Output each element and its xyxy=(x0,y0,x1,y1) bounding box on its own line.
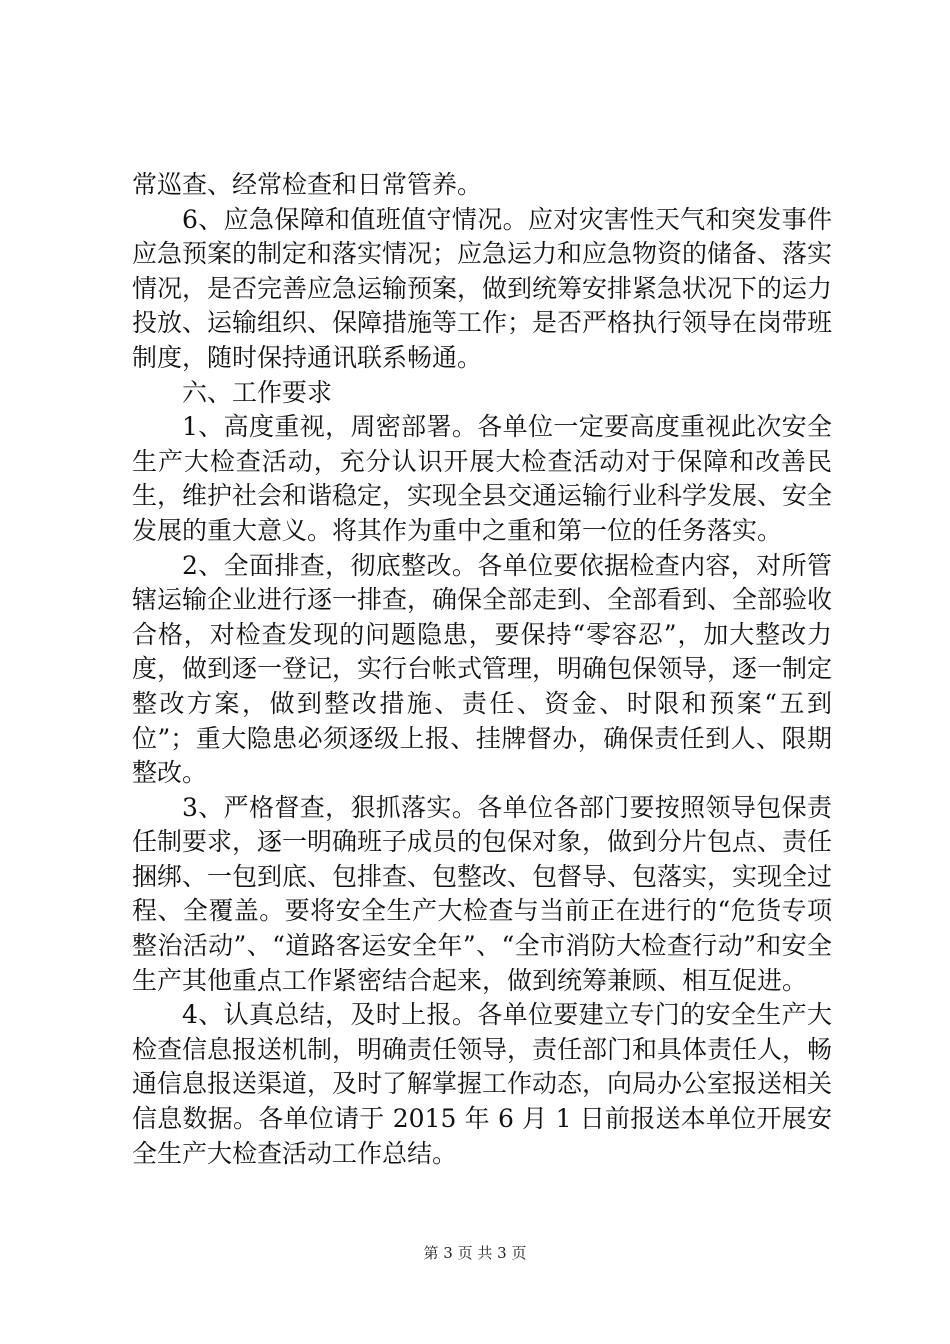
section-heading-work-requirements: 六、工作要求 xyxy=(182,377,333,407)
paragraph-requirement-1: 1、高度重视，周密部署。各单位一定要高度重视此次安全生产大检查活动，充分认识开展大检查活动对于保障和改善民生，维护社会和谐稳定，实现全县交通运输行业科学发展、安全发展的重大意义。将其作为重中之重和第一位的任务落实。 xyxy=(132,412,833,545)
document-body xyxy=(132,168,832,1171)
paragraph-emergency-duty: 6、应急保障和值班值守情况。应对灾害性天气和突发事件应急预案的制定和落实情况；应急运力和应急物资的储备、落实情况，是否完善应急运输预案，做到统筹安排紧急状况下的运力投放、运输组织、保障措施等工作；是否严格执行领导在岗带班制度，随时保持通讯联系畅通。 xyxy=(132,204,833,372)
paragraph-requirement-2: 2、全面排查，彻底整改。各单位要依据检查内容，对所管辖运输企业进行逐一排查，确保全部走到、全部看到、全部验收合格，对检查发现的问题隐患，要保持“零容忍”，加大整改力度，做到逐一登记，实行台帐式管理，明确包保领导，逐一制定整改方案，做到整改措施、责任、资金、时限和预案“五到位”；重大隐患必须逐级上报、挂牌督办，确保责任到人、限期整改。 xyxy=(132,550,833,788)
paragraph-requirement-4: 4、认真总结，及时上报。各单位要建立专门的安全生产大检查信息报送机制，明确责任领导，责任部门和具体责任人，畅通信息报送渠道，及时了解掌握工作动态，向局办公室报送相关信息数据。各单位请于 2015 年 6 月 1 日前报送本单位开展安全生产大检查活动工作总结。 xyxy=(132,1000,833,1168)
paragraph-requirement-3: 3、严格督查，狠抓落实。各单位各部门要按照领导包保责任制要求，逐一明确班子成员的包保对象，做到分片包点、责任捆绑、一包到底、包排查、包整改、包督导、包落实，实现全过程、全覆盖。要将安全生产大检查与当前正在进行的“危货专项整治活动”、“道路客运安全年”、“全市消防大检查行动”和安全生产其他重点工作紧密结合起来，做到统筹兼顾、相互促进。 xyxy=(132,792,833,995)
page-footer: 第 3 页 共 3 页 xyxy=(423,1244,527,1262)
paragraph-continuation: 常巡查、经常检查和日常管养。 xyxy=(132,170,483,199)
